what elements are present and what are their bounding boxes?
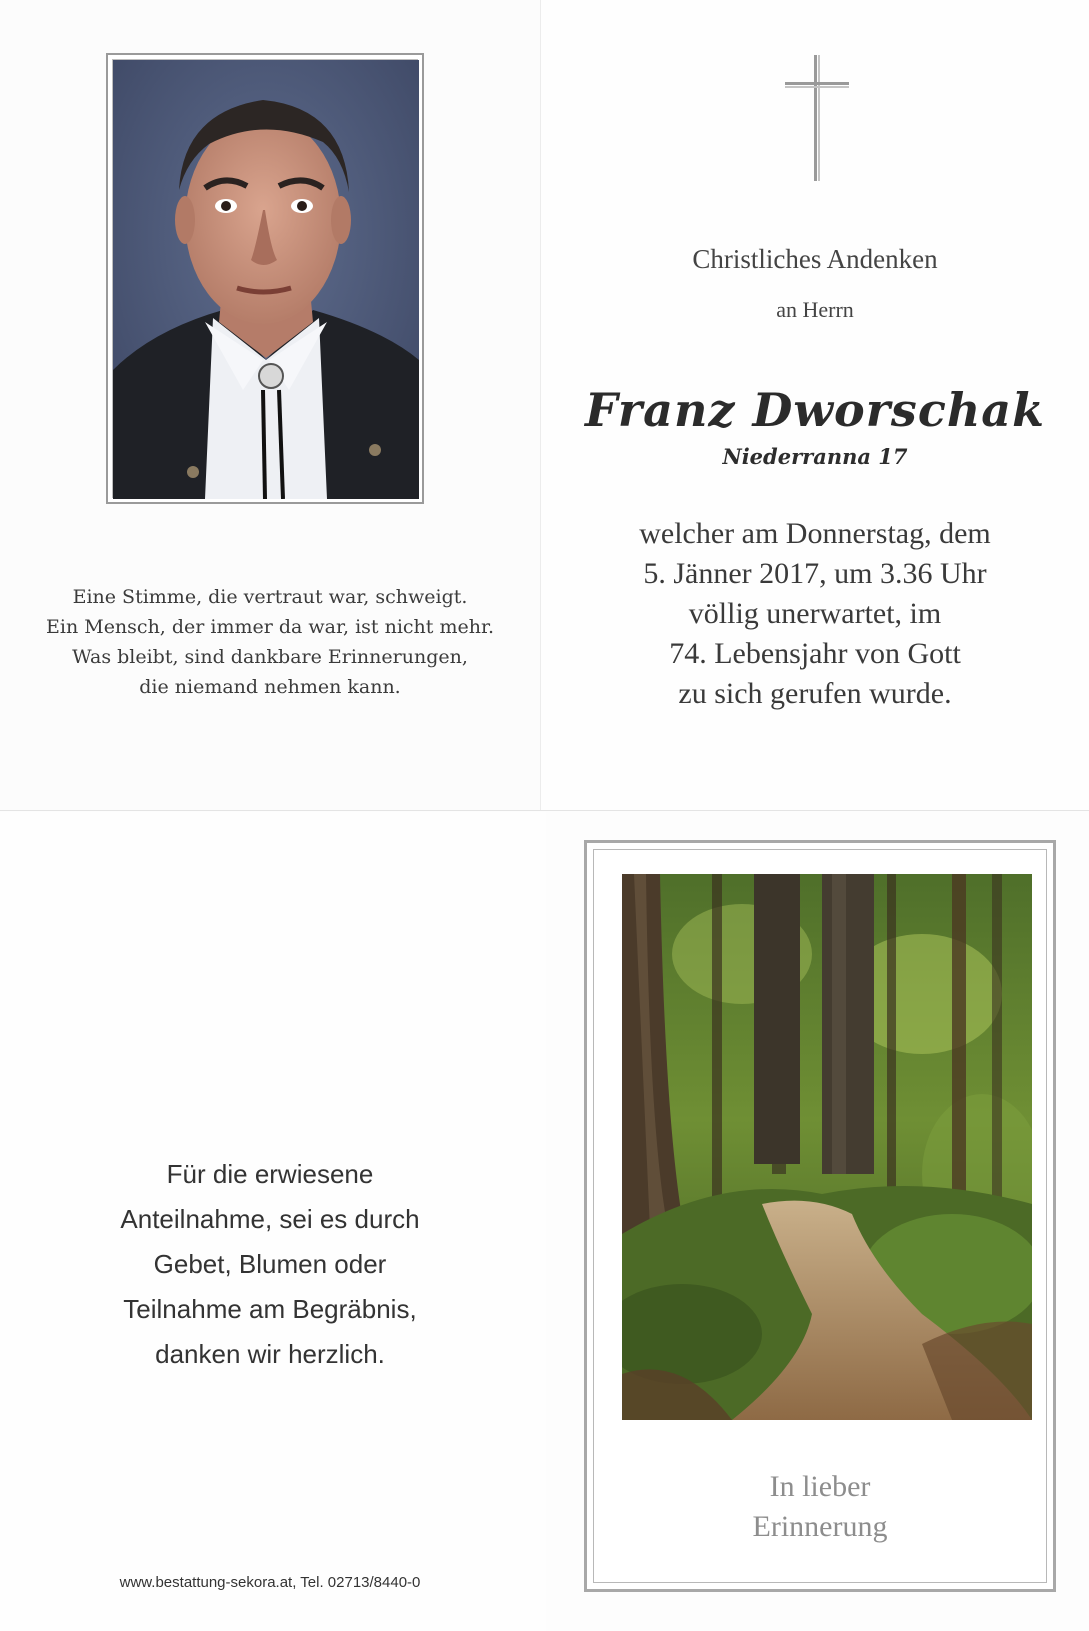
footer-contact: www.bestattung-sekora.at, Tel. 02713/8440-0 (119, 1574, 421, 1591)
memory-card (584, 840, 1056, 1592)
thanks-line: Für die erwiesene (166, 1159, 374, 1189)
thanks-line: Anteilnahme, sei es durch (120, 1204, 420, 1234)
announcement-subtitle: an Herrn (776, 297, 854, 322)
quote-line: Ein Mensch, der immer da war, ist nicht mehr. (46, 616, 494, 638)
quote-line: Eine Stimme, die vertraut war, schweigt. (72, 586, 468, 608)
thanks-line: Teilnahme am Begräbnis, (123, 1294, 417, 1324)
memory-line: In lieber (769, 1470, 871, 1503)
death-notice-line: 74. Lebensjahr von Gott (669, 637, 961, 670)
quote-block (20, 582, 520, 702)
death-notice-line: zu sich gerufen wurde. (678, 677, 952, 710)
fold-line-horizontal (0, 810, 1089, 811)
memory-card-inner-border (593, 849, 1047, 1583)
quote-line: die niemand nehmen kann. (139, 676, 401, 698)
death-notice (560, 514, 1070, 714)
thanks-line: Gebet, Blumen oder (153, 1249, 387, 1279)
death-notice-line: völlig unerwartet, im (688, 597, 942, 630)
cross-icon (785, 55, 849, 181)
forest-photo (622, 874, 1032, 1420)
announcement-title: Christliches Andenken (692, 244, 938, 274)
memory-line: Erinnerung (752, 1510, 888, 1543)
thanks-block (40, 1152, 500, 1377)
deceased-name: Franz Dworschak (585, 383, 1045, 437)
death-notice-line: welcher am Donnerstag, dem (639, 517, 991, 550)
deceased-address: Niederranna 17 (722, 444, 908, 469)
thanks-line: danken wir herzlich. (155, 1339, 385, 1369)
fold-line-vertical (540, 0, 541, 810)
portrait-frame (106, 53, 424, 504)
quote-line: Was bleibt, sind dankbare Erinnerungen, (72, 646, 468, 668)
death-notice-line: 5. Jänner 2017, um 3.36 Uhr (643, 557, 987, 590)
portrait-photo (112, 59, 418, 498)
